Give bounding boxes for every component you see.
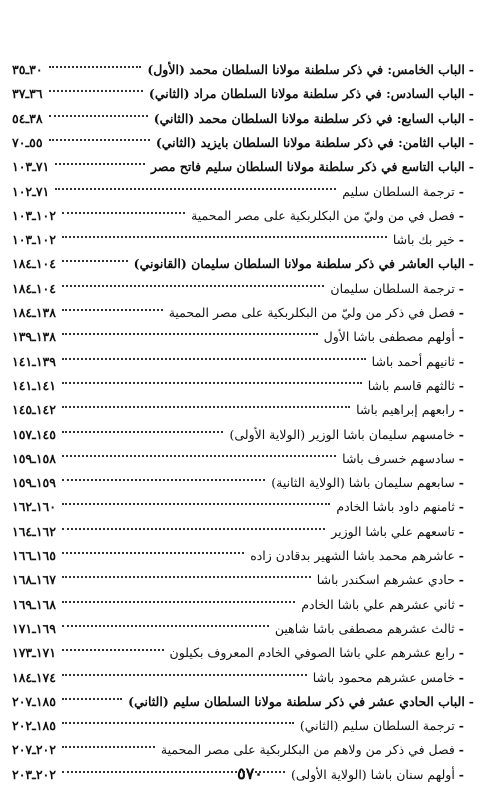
entry-page-range: ١٤٥ـ١٥٧	[12, 426, 56, 442]
entry-title: أولهم مصطفى باشا الأول	[323, 329, 455, 345]
toc-subentry	[12, 566, 464, 588]
entry-page-range: ١٣٨ـ١٣٩	[12, 329, 56, 345]
toc-subentry	[12, 591, 464, 613]
entry-dash-marker: -	[458, 742, 464, 758]
entry-dash-marker: -	[458, 305, 464, 320]
toc-subentry	[12, 372, 464, 394]
entry-dash-marker: -	[458, 329, 464, 345]
entry-page-range: ٣٦ـ٣٧	[12, 86, 43, 102]
toc-chapter-entry	[12, 129, 474, 151]
toc-chapter-entry	[12, 56, 474, 78]
entry-page-range: ٧١ـ١٠٣	[12, 159, 50, 175]
entry-title: الباب السابع: في ذكر سلطنة مولانا السلطان محمد (الثاني)	[153, 110, 465, 126]
entry-page-range: ١٦٥ـ١٦٦	[12, 548, 56, 563]
entry-dash-marker: -	[458, 572, 464, 588]
entry-title: الباب العاشر في ذكر سلطنة مولانا السلطان سليمان (القانوني)	[133, 256, 465, 272]
entry-title: ترجمة السلطان سليم	[342, 183, 455, 199]
toc-subentry	[12, 518, 464, 540]
dot-leader	[62, 212, 185, 214]
entry-title: الباب التاسع في ذكر سلطنة مولانا السلطان سليم فاتح مصر	[151, 159, 465, 175]
entry-page-range: ٣٠ـ٣٥	[12, 62, 43, 77]
dot-leader	[62, 260, 128, 262]
entry-page-range: ١٣٩ـ١٤١	[12, 353, 56, 369]
toc-subentry	[12, 275, 464, 297]
entry-page-range: ١٨٥ـ٢٠٧	[12, 693, 56, 709]
toc-chapter-entry	[12, 80, 474, 102]
entry-page-range: ١٨٥ـ٢٠٢	[12, 718, 56, 734]
entry-dash-marker: -	[468, 110, 474, 126]
entry-title: خامس عشرهم محمود باشا	[312, 669, 455, 685]
dot-leader	[62, 503, 330, 505]
entry-title: الباب الحادي عشر في ذكر سلطنة مولانا السلطان سليم (الثاني)	[128, 693, 465, 709]
entry-page-range: ٣٨ـ٥٤	[12, 110, 43, 126]
entry-dash-marker: -	[458, 548, 464, 563]
toc-subentry	[12, 736, 464, 758]
entry-title: خامسهم سليمان باشا الوزير (الولاية الأولى)	[229, 426, 455, 442]
entry-page-range: ١٦٨ـ١٦٩	[12, 596, 56, 612]
dot-leader	[62, 698, 122, 700]
entry-page-range: ١٥٩ـ١٥٩	[12, 475, 56, 491]
dot-leader	[62, 236, 387, 238]
entry-page-range: ٧١ـ١٠٢	[12, 183, 50, 199]
entry-page-range: ١٣٨ـ١٨٤	[12, 305, 56, 320]
toc-chapter-entry	[12, 250, 474, 272]
entry-title: حادي عشرهم اسكندر باشا	[316, 572, 455, 588]
dot-leader	[62, 674, 307, 676]
toc-subentry	[12, 542, 464, 564]
entry-title: الباب الخامس: في ذكر سلطنة مولانا السلطان محمد (الأول)	[147, 62, 465, 77]
entry-page-range: ١٦٢ـ١٦٤	[12, 523, 56, 539]
dot-leader	[62, 746, 155, 748]
dot-leader	[62, 333, 318, 335]
entry-dash-marker: -	[458, 523, 464, 539]
entry-title: الباب الثامن: في ذكر سلطنة مولانا السلطان بايزيد (الثاني)	[155, 134, 465, 150]
entry-dash-marker: -	[458, 475, 464, 491]
dot-leader	[62, 552, 244, 554]
entry-title: سابعهم سليمان باشا (الولاية الثانية)	[271, 475, 455, 491]
entry-dash-marker: -	[458, 426, 464, 442]
dot-leader	[49, 66, 142, 68]
entry-dash-marker: -	[458, 377, 464, 393]
entry-page-range: ١٠٢ـ١٠٣	[12, 232, 56, 248]
toc-chapter-entry	[12, 688, 474, 710]
entry-dash-marker: -	[458, 620, 464, 636]
dot-leader	[62, 406, 350, 408]
entry-title: ثاني عشرهم علي باشا الخادم	[301, 596, 455, 612]
entry-title: فصل في ذكر من ولاهم من البكلربكية على مصر المحمية	[160, 742, 455, 758]
entry-page-range: ١٠٤ـ١٨٤	[12, 256, 56, 272]
entry-page-range: ١٤١ـ١٤١	[12, 377, 56, 393]
entry-title: أولهم سنان باشا (الولاية الأولى)	[291, 766, 455, 782]
entry-page-range: ١٦٠ـ١٦٢	[12, 499, 56, 515]
entry-page-range: ١٧١ـ١٧٣	[12, 645, 56, 661]
entry-dash-marker: -	[458, 183, 464, 199]
entry-page-range: ٢٠٢ـ٢٠٧	[12, 742, 56, 758]
entry-dash-marker: -	[458, 718, 464, 734]
dot-leader	[49, 115, 148, 117]
entry-title: ثالثهم قاسم باشا	[367, 377, 455, 393]
dot-leader	[55, 188, 336, 190]
dot-leader	[62, 309, 163, 311]
entry-dash-marker: -	[458, 207, 464, 223]
entry-dash-marker: -	[468, 134, 474, 150]
entry-dash-marker: -	[458, 766, 464, 782]
dot-leader	[62, 649, 164, 651]
dot-leader	[62, 722, 294, 724]
toc-subentry	[12, 664, 464, 686]
entry-dash-marker: -	[468, 159, 474, 175]
entry-dash-marker: -	[458, 280, 464, 296]
entry-dash-marker: -	[458, 669, 464, 685]
toc-subentry	[12, 178, 464, 200]
page-number: ٥٧٠	[237, 764, 263, 783]
entry-dash-marker: -	[468, 256, 474, 272]
toc-subentry	[12, 615, 464, 637]
entry-title: تاسعهم علي باشا الوزير	[331, 523, 455, 539]
entry-page-range: ١٤٢ـ١٤٥	[12, 402, 56, 418]
entry-title: ترجمة السلطان سليمان	[330, 280, 455, 296]
entry-dash-marker: -	[468, 86, 474, 102]
dot-leader	[49, 90, 143, 92]
entry-dash-marker: -	[468, 693, 474, 709]
toc-subentry	[12, 712, 464, 734]
entry-title: الباب السادس: في ذكر سلطنة مولانا السلطان مراد (الثاني)	[148, 86, 465, 102]
dot-leader	[62, 625, 269, 627]
dot-leader	[62, 455, 336, 457]
entry-dash-marker: -	[458, 402, 464, 418]
entry-title: فصل في من وليّ من البكلربكية على مصر المحمية	[191, 207, 455, 223]
entry-page-range: ١٠٢ـ١٠٣	[12, 207, 56, 223]
toc-subentry	[12, 493, 464, 515]
entry-page-range: ١٧٤ـ١٨٤	[12, 669, 56, 685]
toc-chapter-entry	[12, 153, 474, 175]
entry-title: ثانيهم أحمد باشا	[371, 353, 455, 369]
toc-subentry	[12, 469, 464, 491]
toc-subentry	[12, 348, 464, 370]
toc-subentry	[12, 323, 464, 345]
entry-page-range: ١٥٨ـ١٥٩	[12, 450, 56, 466]
toc-subentry	[12, 202, 464, 224]
entry-title: رابعهم إبراهيم باشا	[356, 402, 455, 418]
entry-dash-marker: -	[468, 62, 474, 77]
entry-title: خير بك باشا	[392, 232, 455, 248]
dot-leader	[62, 601, 295, 603]
entry-page-range: ١٠٤ـ١٨٤	[12, 280, 56, 296]
entry-title: ثامنهم داود باشا الخادم	[336, 499, 455, 515]
entry-title: ثالث عشرهم مصطفى باشا شاهين	[274, 620, 455, 636]
toc-subentry	[12, 299, 464, 321]
entry-title: فصل في ذكر من وليّ من البكلربكية على مصر المحمية	[168, 305, 455, 320]
entry-dash-marker: -	[458, 450, 464, 466]
entry-title: رابع عشرهم علي باشا الصوفي الخادم المعروف بكيلون	[169, 645, 455, 661]
entry-title: عاشرهم محمد باشا الشهير بدقادن زاده	[250, 548, 455, 563]
toc-subentry	[12, 396, 464, 418]
toc-subentry	[12, 639, 464, 661]
dot-leader	[55, 163, 145, 165]
entry-title: سادسهم خسرف باشا	[342, 450, 455, 466]
toc-subentry	[12, 421, 464, 443]
entry-page-range: ٥٥ـ٧٠	[12, 134, 43, 150]
entry-page-range: ٢٠٢ـ٢٠٣	[12, 766, 56, 782]
dot-leader	[62, 576, 311, 578]
dot-leader	[62, 528, 325, 530]
toc-subentry	[12, 445, 464, 467]
entry-dash-marker: -	[458, 232, 464, 248]
dot-leader	[62, 285, 324, 287]
dot-leader	[62, 358, 366, 360]
entry-dash-marker: -	[458, 353, 464, 369]
toc-subentry	[12, 226, 464, 248]
entry-title: ترجمة السلطان سليم (الثاني)	[299, 718, 455, 734]
entry-dash-marker: -	[458, 645, 464, 661]
entry-dash-marker: -	[458, 596, 464, 612]
entry-page-range: ١٦٩ـ١٧١	[12, 620, 56, 636]
toc-chapter-entry	[12, 105, 474, 127]
dot-leader	[62, 479, 265, 481]
dot-leader	[62, 431, 223, 433]
dot-leader	[62, 382, 362, 384]
dot-leader	[49, 139, 150, 141]
entry-page-range: ١٦٧ـ١٦٨	[12, 572, 56, 588]
entry-dash-marker: -	[458, 499, 464, 515]
